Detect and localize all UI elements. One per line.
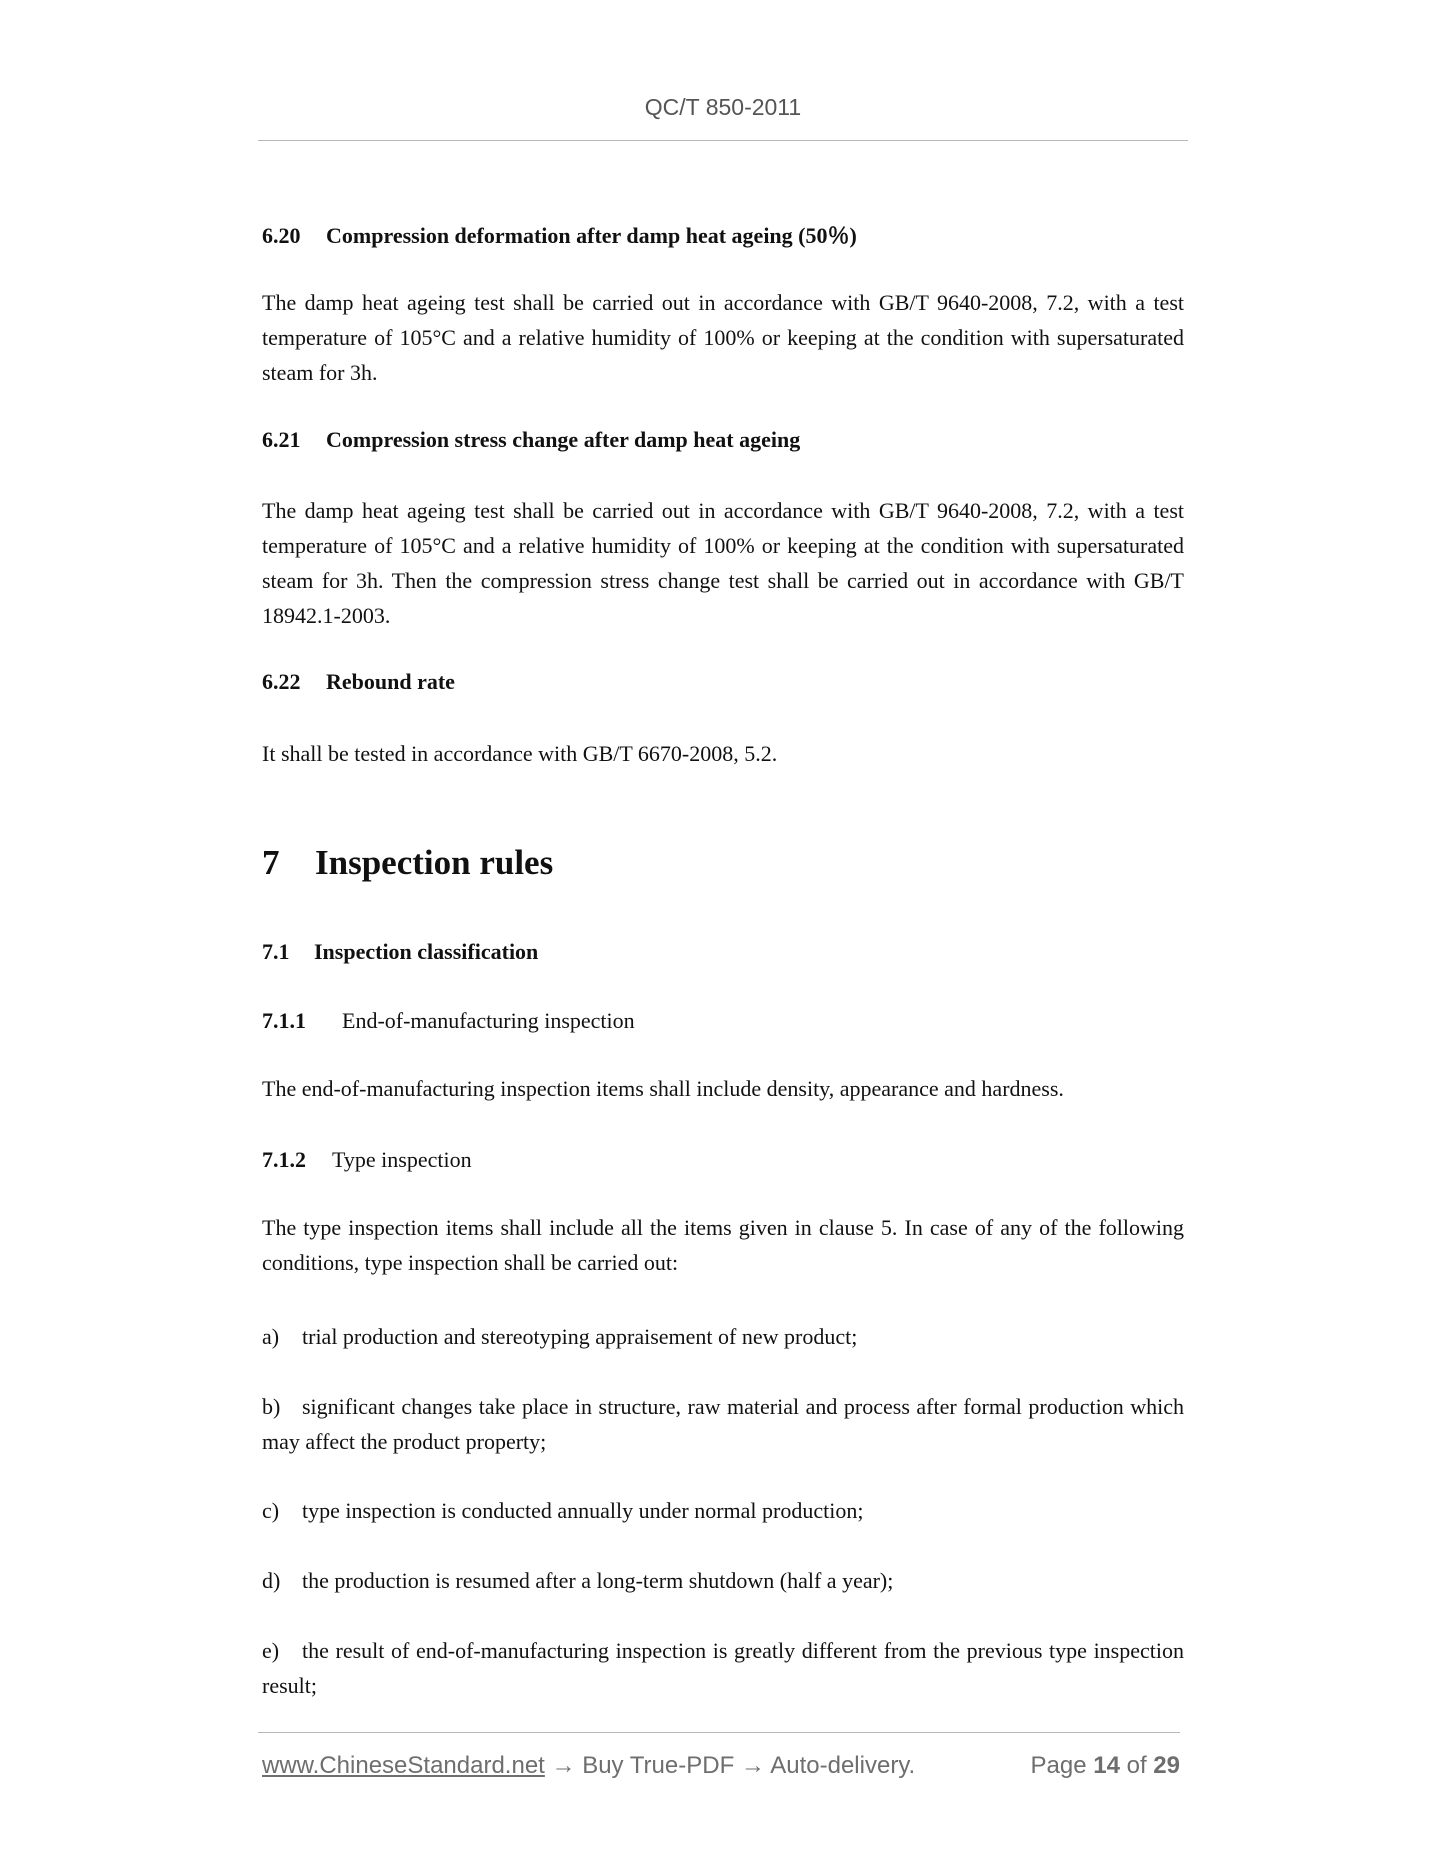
heading-title: Compression deformation after damp heat ageing (50％) — [326, 223, 857, 248]
paragraph-6-20: The damp heat ageing test shall be carried out in accordance with GB/T 9640-2008, 7.2, with a test temperature of 105°C and a relative humidity of 100% or keeping at the condition with supersaturated steam for 3h. — [262, 290, 1184, 385]
heading-title: End-of-manufacturing inspection — [342, 1008, 635, 1033]
heading-title: Rebound rate — [326, 669, 455, 694]
heading-number: 7.1.1 — [262, 1008, 306, 1033]
arrow-right-icon: → — [551, 1752, 576, 1779]
list-item-text: type inspection is conducted annually under normal production; — [302, 1498, 864, 1523]
paragraph-7-1-1: The end-of-manufacturing inspection items shall include density, appearance and hardness. — [262, 1076, 1064, 1101]
list-item-label: b) — [262, 1394, 281, 1419]
heading-number: 6.21 — [262, 427, 301, 452]
footer-rule — [258, 1732, 1180, 1733]
heading-7-1 — [262, 939, 1184, 965]
list-item-text: the production is resumed after a long-term shutdown (half a year); — [302, 1568, 894, 1593]
running-header: QC/T 850-2011 — [644, 94, 802, 120]
heading-title: Inspection rules — [315, 843, 554, 882]
heading-number: 7.1 — [262, 939, 290, 964]
list-item-text: trial production and stereotyping appraisement of new product; — [302, 1324, 858, 1349]
heading-6-20 — [262, 219, 1184, 250]
page-number: 14 — [1093, 1752, 1120, 1779]
arrow-right-icon: → — [740, 1752, 765, 1779]
list-item-label: e) — [262, 1638, 280, 1663]
list-item — [262, 1633, 1184, 1703]
heading-number: 6.22 — [262, 669, 301, 694]
header-rule — [258, 140, 1188, 141]
list-item-text: the result of end-of-manufacturing inspection is greatly different from the previous type inspection result; — [262, 1638, 1184, 1698]
heading-number: 7 — [262, 843, 280, 882]
list-item-label: c) — [262, 1498, 280, 1523]
buy-true-pdf-text: Buy True-PDF — [582, 1752, 735, 1779]
page-indicator — [1031, 1752, 1181, 1780]
list-item — [262, 1389, 1184, 1459]
heading-title: Inspection classification — [314, 939, 539, 964]
list-item — [262, 1493, 1184, 1528]
list-item-text: significant changes take place in structure, raw material and process after formal production which may affect the product property; — [262, 1394, 1184, 1454]
list-item — [262, 1563, 1184, 1598]
heading-7-1-2 — [262, 1147, 1184, 1173]
list-item-label: a) — [262, 1324, 280, 1349]
page-word: Page — [1030, 1752, 1087, 1779]
heading-title: Type inspection — [332, 1147, 472, 1172]
paragraph-6-21: The damp heat ageing test shall be carried out in accordance with GB/T 9640-2008, 7.2, with a test temperature of 105°C and a relative humidity of 100% or keeping at the condition with supersaturated steam for 3h. Then the compression stress change test shall be carried out in accordance with GB/T 18942.1-2003. — [262, 498, 1184, 628]
of-word: of — [1126, 1752, 1147, 1779]
heading-number: 7.1.2 — [262, 1147, 306, 1172]
heading-6-22 — [262, 669, 1184, 695]
list-item-label: d) — [262, 1568, 281, 1593]
heading-number: 6.20 — [262, 223, 301, 248]
heading-7-1-1 — [262, 1008, 1184, 1034]
heading-7 — [262, 843, 1184, 883]
paragraph-6-22: It shall be tested in accordance with GB/T 6670-2008, 5.2. — [262, 741, 778, 766]
page-total: 29 — [1153, 1752, 1180, 1779]
list-item — [262, 1319, 1184, 1354]
heading-6-21 — [262, 427, 1184, 453]
heading-title: Compression stress change after damp heat ageing — [326, 427, 801, 452]
page-footer — [262, 1752, 1184, 1780]
auto-delivery-text: Auto-delivery. — [770, 1752, 916, 1779]
site-link[interactable]: www.ChineseStandard.net — [262, 1752, 545, 1779]
paragraph-7-1-2: The type inspection items shall include all the items given in clause 5. In case of any of the following conditions, type inspection shall be carried out: — [262, 1215, 1184, 1275]
